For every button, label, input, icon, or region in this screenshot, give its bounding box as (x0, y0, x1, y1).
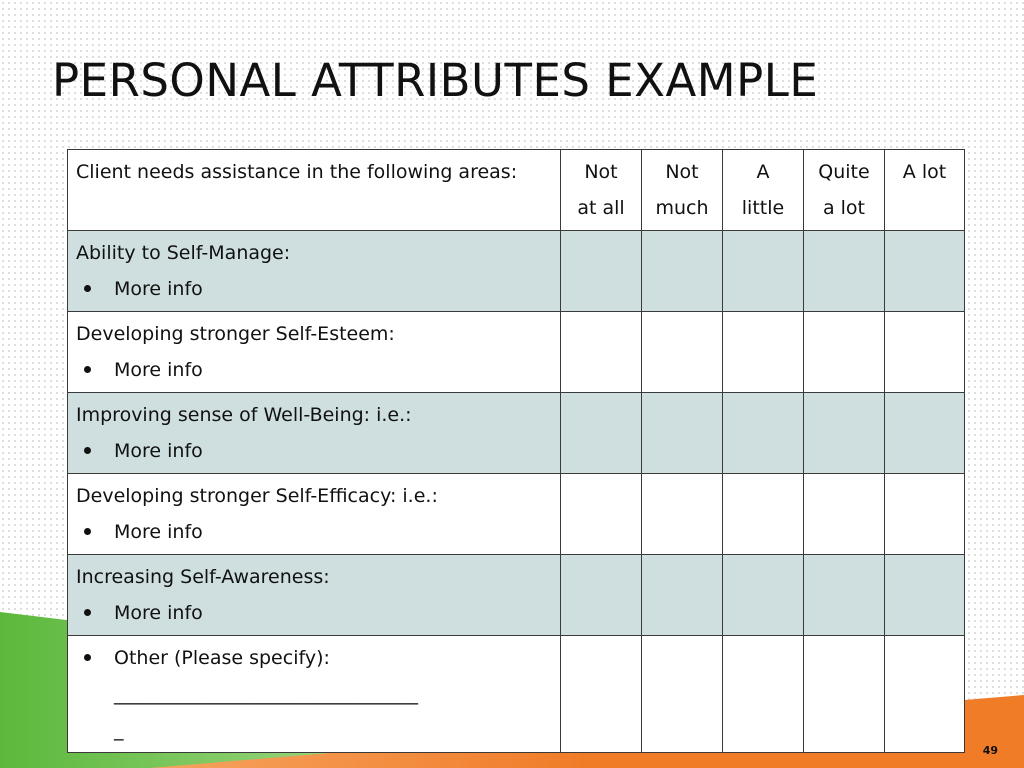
rating-cell-not-at-all[interactable] (561, 555, 642, 636)
rating-cell-not-at-all[interactable] (561, 312, 642, 393)
more-info-text: More info (114, 602, 203, 624)
rating-cell-a-lot[interactable] (885, 231, 965, 312)
header-a-little: A little (723, 150, 804, 231)
rating-cell-not-at-all[interactable] (561, 636, 642, 753)
table-row (68, 474, 965, 555)
rating-cell-a-lot[interactable] (885, 474, 965, 555)
rating-cell-not-much[interactable] (642, 636, 723, 753)
bullet-icon (84, 609, 91, 616)
attributes-table (67, 149, 965, 753)
rating-cell-a-lot[interactable] (885, 555, 965, 636)
table-row (68, 555, 965, 636)
rating-cell-not-much[interactable] (642, 312, 723, 393)
table-row (68, 393, 965, 474)
rating-cell-a-lot[interactable] (885, 636, 965, 753)
rating-cell-quite-a-lot[interactable] (804, 474, 885, 555)
row-label-cell (68, 393, 561, 474)
bullet-icon (84, 528, 91, 535)
header-quite-a-lot: Quite a lot (804, 150, 885, 231)
row-label: Developing stronger Self-Esteem: (76, 323, 395, 345)
row-label-cell (68, 312, 561, 393)
row-label-cell (68, 555, 561, 636)
rating-cell-a-little[interactable] (723, 393, 804, 474)
bullet-icon (84, 447, 91, 454)
other-label-cell (68, 636, 561, 753)
table-row (68, 231, 965, 312)
specify-blank-line[interactable]: ________________________________ (114, 683, 418, 705)
row-label-cell (68, 474, 561, 555)
header-a-lot: A lot (885, 150, 965, 231)
more-info-text: More info (114, 278, 203, 300)
rating-cell-quite-a-lot[interactable] (804, 231, 885, 312)
header-not-much: Not much (642, 150, 723, 231)
bullet-icon (84, 654, 91, 661)
rating-cell-not-much[interactable] (642, 555, 723, 636)
slide-title: PERSONAL ATTRIBUTES EXAMPLE (52, 54, 819, 107)
row-label: Developing stronger Self-Efficacy: i.e.: (76, 485, 438, 507)
more-info-text: More info (114, 359, 203, 381)
rating-cell-a-little[interactable] (723, 636, 804, 753)
row-label: Ability to Self-Manage: (76, 242, 291, 264)
rating-cell-quite-a-lot[interactable] (804, 636, 885, 753)
rating-cell-not-much[interactable] (642, 393, 723, 474)
row-label: Increasing Self-Awareness: (76, 566, 330, 588)
bullet-icon (84, 285, 91, 292)
bullet-icon (84, 366, 91, 373)
other-label: Other (Please specify): (114, 647, 330, 669)
specify-blank-tail: _ (114, 719, 124, 741)
table-row (68, 312, 965, 393)
table-header-row (68, 150, 965, 231)
table-row-other (68, 636, 965, 753)
more-info-text: More info (114, 440, 203, 462)
rating-cell-quite-a-lot[interactable] (804, 312, 885, 393)
rating-cell-a-little[interactable] (723, 312, 804, 393)
rating-cell-not-at-all[interactable] (561, 231, 642, 312)
row-label: Improving sense of Well-Being: i.e.: (76, 404, 412, 426)
rating-cell-quite-a-lot[interactable] (804, 393, 885, 474)
rating-cell-a-little[interactable] (723, 474, 804, 555)
row-label-cell (68, 231, 561, 312)
page-number: 49 (982, 744, 998, 757)
header-not-at-all: Not at all (561, 150, 642, 231)
header-label: Client needs assistance in the following areas: (68, 150, 561, 231)
rating-cell-a-lot[interactable] (885, 312, 965, 393)
rating-cell-a-little[interactable] (723, 555, 804, 636)
rating-cell-a-lot[interactable] (885, 393, 965, 474)
rating-cell-quite-a-lot[interactable] (804, 555, 885, 636)
rating-cell-not-much[interactable] (642, 231, 723, 312)
rating-cell-not-at-all[interactable] (561, 393, 642, 474)
more-info-text: More info (114, 521, 203, 543)
rating-cell-not-much[interactable] (642, 474, 723, 555)
rating-cell-a-little[interactable] (723, 231, 804, 312)
rating-cell-not-at-all[interactable] (561, 474, 642, 555)
